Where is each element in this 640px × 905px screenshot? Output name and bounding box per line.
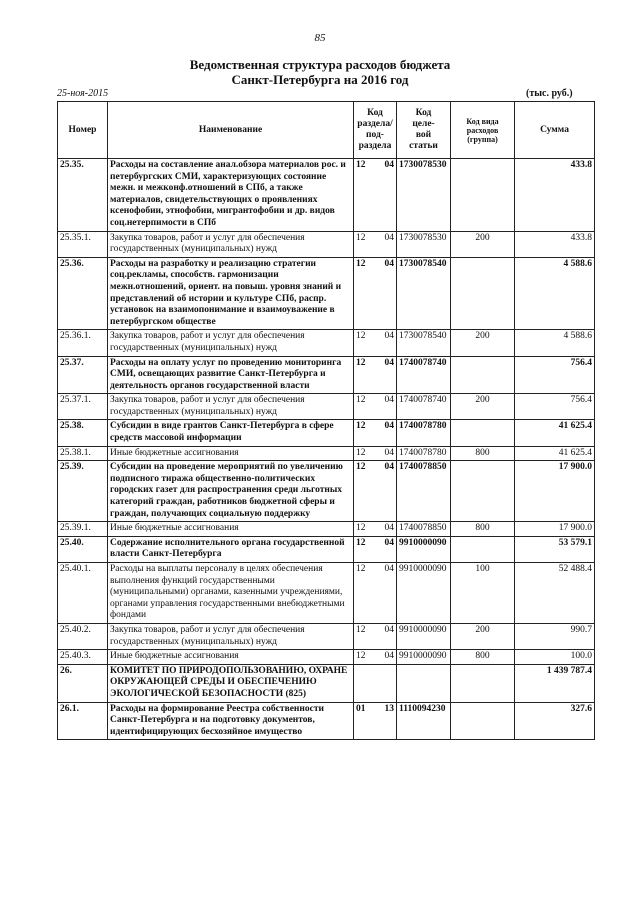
- table-row: [58, 356, 595, 394]
- row-section: 12: [354, 420, 376, 446]
- row-expense-type: [451, 461, 515, 522]
- table-body: [58, 159, 595, 740]
- row-article: 1740078740: [397, 356, 451, 394]
- row-subsection: 04: [376, 536, 397, 562]
- table-row: [58, 650, 595, 665]
- row-name: Субсидии на проведение мероприятий по увеличению подписного тиража общественно-политических городских газет для распространения среди льготных категорий граждан, работников бюджетной сферы и граждан, получающих социальную поддержку: [108, 461, 354, 522]
- row-section: 12: [354, 461, 376, 522]
- row-number: 25.36.1.: [58, 330, 108, 356]
- row-name: Расходы на оплату услуг по проведению мониторинга СМИ, освещающих развитие Санкт-Петербурга и деятельность органов государственной власти: [108, 356, 354, 394]
- row-article: 1740078740: [397, 394, 451, 420]
- row-name: КОМИТЕТ ПО ПРИРОДОПОЛЬЗОВАНИЮ, ОХРАНЕ ОКРУЖАЮЩЕЙ СРЕДЫ И ОБЕСПЕЧЕНИЮ ЭКОЛОГИЧЕСКОЙ БЕЗОПАСНОСТИ (825): [108, 664, 354, 702]
- table-row: [58, 330, 595, 356]
- row-section: 12: [354, 650, 376, 665]
- row-section: 12: [354, 536, 376, 562]
- table-row: [58, 702, 595, 740]
- table-row: [58, 446, 595, 461]
- row-number: 25.39.1.: [58, 522, 108, 537]
- row-expense-type: 800: [451, 446, 515, 461]
- row-number: 25.35.1.: [58, 231, 108, 257]
- row-article: 1110094230: [397, 702, 451, 740]
- row-sum: 53 579.1: [515, 536, 595, 562]
- table-row: [58, 536, 595, 562]
- expenditure-table: [57, 101, 595, 740]
- row-subsection: 04: [376, 257, 397, 330]
- row-number: 25.35.: [58, 159, 108, 232]
- row-name: Иные бюджетные ассигнования: [108, 446, 354, 461]
- row-article: 1730078530: [397, 159, 451, 232]
- table-row: [58, 257, 595, 330]
- row-sum: 990.7: [515, 623, 595, 649]
- row-number: 25.40.2.: [58, 623, 108, 649]
- row-name: Расходы на выплаты персоналу в целях обеспечения выполнения функций государственными (муниципальными) органами, казенными учреждениями, органами управления государственными внебюджетными фондами: [108, 563, 354, 624]
- row-article: 9910000090: [397, 650, 451, 665]
- row-expense-type: 200: [451, 394, 515, 420]
- col-number: Номер: [58, 102, 108, 159]
- table-header: [58, 102, 595, 159]
- row-name: Расходы на формирование Реестра собственности Санкт-Петербурга и на подготовку документов, идентифицирующих бесхозяйное имущество: [108, 702, 354, 740]
- row-sum: 433.8: [515, 231, 595, 257]
- title-line-2: Санкт-Петербурга на 2016 год: [231, 72, 409, 87]
- row-section: 12: [354, 356, 376, 394]
- row-article: [397, 664, 451, 702]
- row-expense-type: [451, 420, 515, 446]
- row-article: 1740078780: [397, 446, 451, 461]
- row-expense-type: [451, 536, 515, 562]
- row-expense-type: 200: [451, 623, 515, 649]
- row-expense-type: [451, 664, 515, 702]
- row-expense-type: 200: [451, 330, 515, 356]
- row-subsection: 04: [376, 231, 397, 257]
- row-sum: 52 488.4: [515, 563, 595, 624]
- row-subsection: 04: [376, 650, 397, 665]
- col-expense-type: Код вида расходов (группа): [451, 102, 515, 159]
- table-row: [58, 461, 595, 522]
- row-number: 25.39.: [58, 461, 108, 522]
- table-row: [58, 231, 595, 257]
- row-section: 12: [354, 257, 376, 330]
- row-sum: 4 588.6: [515, 257, 595, 330]
- row-section: 12: [354, 231, 376, 257]
- row-name: Закупка товаров, работ и услуг для обеспечения государственных (муниципальных) нужд: [108, 330, 354, 356]
- row-article: 1730078540: [397, 330, 451, 356]
- row-section: 12: [354, 394, 376, 420]
- row-subsection: [376, 664, 397, 702]
- row-expense-type: 200: [451, 231, 515, 257]
- row-article: 9910000090: [397, 536, 451, 562]
- row-sum: 433.8: [515, 159, 595, 232]
- row-section: 01: [354, 702, 376, 740]
- row-name: Расходы на разработку и реализацию стратегии соц.рекламы, способств. гармонизации межн.отношений, ориент. на повыш. уровня знаний и представлений об истории и культуре СПб, распр. установок на взаимопонимание и взаимоуважение в петербургском обществе: [108, 257, 354, 330]
- document-date: 25-ноя-2015: [57, 88, 109, 99]
- row-subsection: 04: [376, 563, 397, 624]
- row-number: 25.36.: [58, 257, 108, 330]
- row-article: 9910000090: [397, 623, 451, 649]
- row-name: Расходы на составление анал.обзора материалов рос. и петербургских СМИ, характеризующих состояние межн. и межконф.отношений в СПб, а также материалов, свидетельствующих о проявлениях ксенофобии, этнофобии, мигрантофобии и др. видов соц.нетерпимости в СПб: [108, 159, 354, 232]
- table-row: [58, 563, 595, 624]
- row-section: 12: [354, 159, 376, 232]
- row-article: 1740078780: [397, 420, 451, 446]
- row-number: 25.38.: [58, 420, 108, 446]
- row-subsection: 13: [376, 702, 397, 740]
- col-name: Наименование: [108, 102, 354, 159]
- row-subsection: 04: [376, 420, 397, 446]
- row-name: Субсидии в виде грантов Санкт-Петербурга в сфере средств массовой информации: [108, 420, 354, 446]
- row-expense-type: [451, 356, 515, 394]
- row-sum: 17 900.0: [515, 522, 595, 537]
- row-expense-type: [451, 257, 515, 330]
- row-article: 1730078530: [397, 231, 451, 257]
- row-article: 1740078850: [397, 522, 451, 537]
- row-name: Иные бюджетные ассигнования: [108, 522, 354, 537]
- row-article: 1730078540: [397, 257, 451, 330]
- row-sum: 100.0: [515, 650, 595, 665]
- document-title: [0, 57, 640, 87]
- row-subsection: 04: [376, 461, 397, 522]
- row-name: Содержание исполнительного органа государственной власти Санкт-Петербурга: [108, 536, 354, 562]
- col-article: Код целе- вой статьи: [397, 102, 451, 159]
- row-section: 12: [354, 446, 376, 461]
- row-sum: 41 625.4: [515, 420, 595, 446]
- row-name: Закупка товаров, работ и услуг для обеспечения государственных (муниципальных) нужд: [108, 231, 354, 257]
- row-number: 25.37.: [58, 356, 108, 394]
- row-name: Закупка товаров, работ и услуг для обеспечения государственных (муниципальных) нужд: [108, 623, 354, 649]
- row-article: 1740078850: [397, 461, 451, 522]
- table-row: [58, 394, 595, 420]
- row-expense-type: 100: [451, 563, 515, 624]
- row-expense-type: 800: [451, 650, 515, 665]
- row-number: 25.40.3.: [58, 650, 108, 665]
- title-line-1: Ведомственная структура расходов бюджета: [189, 57, 451, 72]
- table-row: [58, 420, 595, 446]
- col-section: Код раздела/ под- раздела: [354, 102, 397, 159]
- table-row: [58, 159, 595, 232]
- row-article: 9910000090: [397, 563, 451, 624]
- page-number: 85: [314, 32, 326, 44]
- row-subsection: 04: [376, 522, 397, 537]
- col-sum: Сумма: [515, 102, 595, 159]
- row-sum: 1 439 787.4: [515, 664, 595, 702]
- row-sum: 756.4: [515, 356, 595, 394]
- row-number: 26.: [58, 664, 108, 702]
- row-section: 12: [354, 522, 376, 537]
- row-number: 25.40.1.: [58, 563, 108, 624]
- row-number: 25.40.: [58, 536, 108, 562]
- row-subsection: 04: [376, 623, 397, 649]
- row-number: 25.37.1.: [58, 394, 108, 420]
- row-section: 12: [354, 330, 376, 356]
- row-sum: 4 588.6: [515, 330, 595, 356]
- row-sum: 756.4: [515, 394, 595, 420]
- row-sum: 327.6: [515, 702, 595, 740]
- table-row: [58, 623, 595, 649]
- row-subsection: 04: [376, 330, 397, 356]
- row-section: 12: [354, 563, 376, 624]
- row-number: 25.38.1.: [58, 446, 108, 461]
- row-expense-type: [451, 159, 515, 232]
- row-subsection: 04: [376, 159, 397, 232]
- row-sum: 41 625.4: [515, 446, 595, 461]
- row-name: Закупка товаров, работ и услуг для обеспечения государственных (муниципальных) нужд: [108, 394, 354, 420]
- row-expense-type: [451, 702, 515, 740]
- row-subsection: 04: [376, 446, 397, 461]
- table-row: [58, 664, 595, 702]
- row-subsection: 04: [376, 394, 397, 420]
- row-number: 26.1.: [58, 702, 108, 740]
- row-subsection: 04: [376, 356, 397, 394]
- table-row: [58, 522, 595, 537]
- row-name: Иные бюджетные ассигнования: [108, 650, 354, 665]
- row-expense-type: 800: [451, 522, 515, 537]
- row-sum: 17 900.0: [515, 461, 595, 522]
- row-section: 12: [354, 623, 376, 649]
- units-label: (тыс. руб.): [526, 88, 573, 99]
- row-section: [354, 664, 376, 702]
